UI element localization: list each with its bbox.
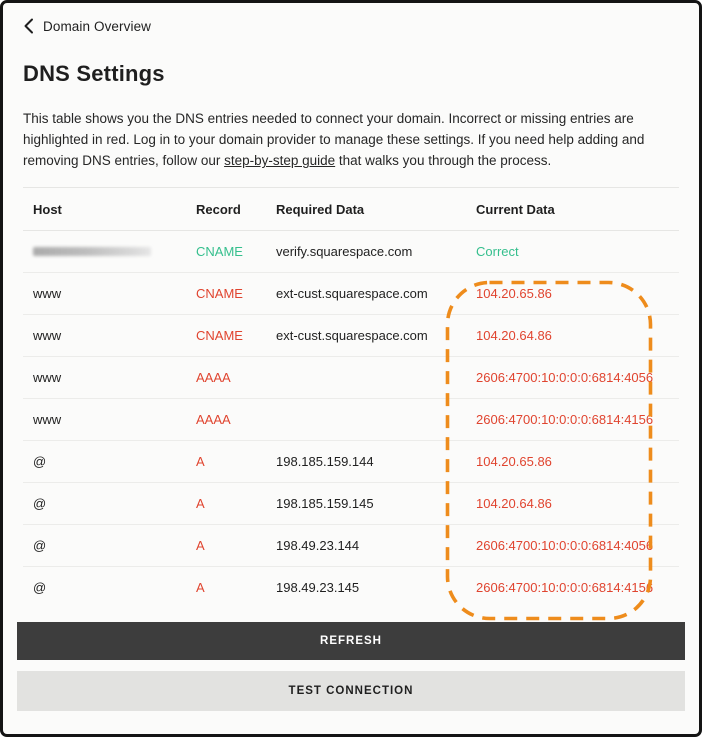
row-record: A [196,454,205,469]
row-required-data: verify.squarespace.com [276,244,413,259]
row-host: @ [33,496,47,511]
row-required-data: 198.49.23.144 [276,538,360,553]
row-current-data: 2606:4700:10:0:0:0:6814:4056 [476,370,654,385]
row-current-data: 104.20.65.86 [476,286,552,301]
row-record: A [196,580,205,595]
table-row [23,273,679,315]
row-record: CNAME [196,328,243,343]
row-current-data: 2606:4700:10:0:0:0:6814:4156 [476,412,654,427]
table-row [23,441,679,483]
table-row [23,357,679,399]
row-required-data: ext-cust.squarespace.com [276,286,428,301]
column-header-host: Host [33,201,62,217]
refresh-button[interactable]: REFRESH [17,622,685,660]
row-host: @ [33,580,47,595]
row-record: A [196,496,205,511]
row-record: CNAME [196,244,243,259]
back-nav[interactable] [3,3,699,34]
row-host: @ [33,454,47,469]
description-text-1: This table shows you the DNS entries needed to connect your domain. Incorrect or missing entries are highlighted in red. Log in to your domain provider to manage these settings. If you need help adding and removing DNS entries, follow our [23,111,645,168]
column-header-current-data: Current Data [476,201,555,217]
row-host: www [33,412,62,427]
chevron-left-icon [23,18,34,34]
table-row [23,315,679,357]
redacted-host-blur [33,247,151,256]
action-buttons [17,622,685,711]
column-header-record: Record [196,201,241,217]
row-host: @ [33,538,47,553]
table-row [23,231,679,273]
table-body [23,231,679,608]
row-record: AAAA [196,370,231,385]
row-current-data: Correct [476,244,519,259]
table-row [23,399,679,441]
row-current-data: 104.20.64.86 [476,496,552,511]
row-current-data: 104.20.64.86 [476,328,552,343]
table-row [23,567,679,608]
page-title: DNS Settings [23,61,165,86]
row-current-data: 2606:4700:10:0:0:0:6814:4056 [476,538,654,553]
column-header-required-data: Required Data [276,201,365,217]
page-description [23,108,679,171]
row-host: www [33,370,62,385]
row-record: A [196,538,205,553]
row-required-data: 198.185.159.144 [276,454,374,469]
row-host: www [33,286,62,301]
row-record: AAAA [196,412,231,427]
row-required-data: 198.185.159.145 [276,496,374,511]
table-row [23,483,679,525]
dns-records-table [23,187,679,608]
table-header-row [23,188,679,231]
row-required-data: 198.49.23.145 [276,580,360,595]
row-required-data: ext-cust.squarespace.com [276,328,428,343]
step-by-step-guide-link[interactable]: step-by-step guide [224,153,336,168]
row-current-data: 104.20.65.86 [476,454,552,469]
test-connection-button[interactable]: TEST CONNECTION [17,671,685,711]
back-nav-label: Domain Overview [43,18,152,34]
row-host [23,244,196,259]
table-row [23,525,679,567]
row-record: CNAME [196,286,243,301]
row-host: www [33,328,62,343]
row-current-data: 2606:4700:10:0:0:0:6814:4156 [476,580,654,595]
description-text-2: that walks you through the process. [335,153,552,168]
